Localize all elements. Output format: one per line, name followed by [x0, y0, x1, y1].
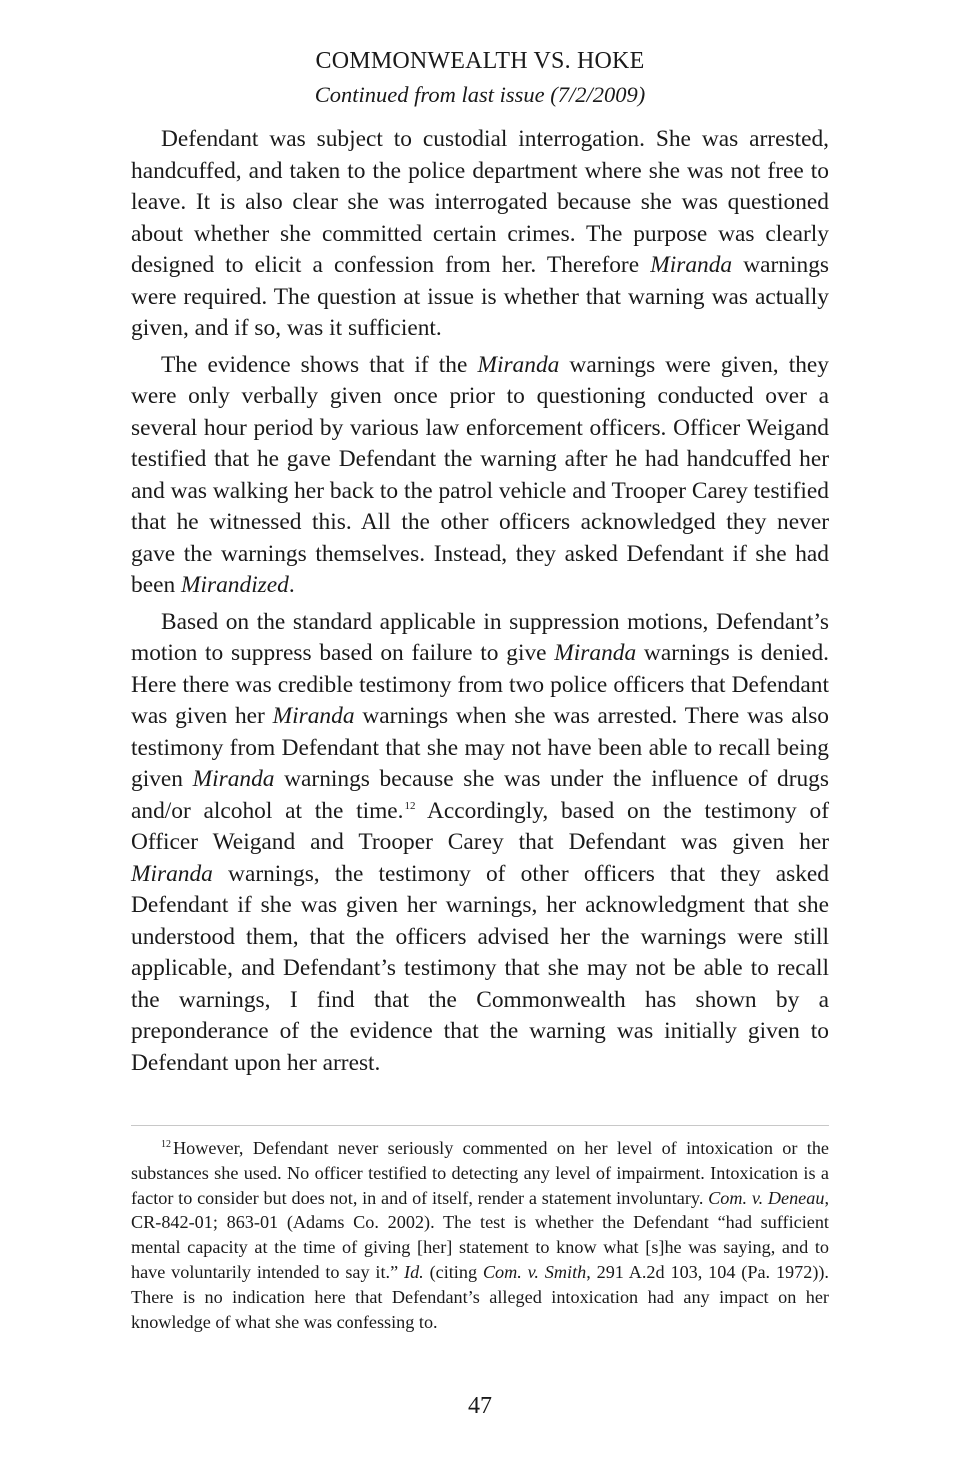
p3-italic-4: Miranda	[131, 860, 213, 887]
p2-text-2: warnings were given, they were only verbally given once prior to questioning conducted over a several hour period by various law enforcement officers. Officer Weigand testified that he gave Defendant the warning after he had handcuffed her and was walking her back to the patrol vehicle and Trooper Carey testified that he witnessed this. All the other officers acknowledged they never gave the warnings themselves. Instead, they asked Defendant if she had been	[131, 351, 829, 598]
fn-italic-1: Com. v. Deneau	[708, 1187, 825, 1208]
p1-italic-1: Miranda	[650, 252, 733, 278]
paragraph-1	[131, 124, 829, 345]
running-header-title: COMMONWEALTH VS. HOKE	[315, 48, 645, 74]
p3-italic-1: Miranda	[554, 640, 637, 666]
p3-text-2: warnings is denied. Here there was credible testimony from two police officers that Defendant was given her	[131, 640, 830, 729]
fn-italic-2: Id.	[404, 1261, 424, 1282]
p2-italic-1: Miranda	[477, 351, 560, 378]
p2-text-3: .	[288, 572, 295, 598]
p3-text-1: Based on the standard applicable in suppression motions, Defendant’s motion to suppress based on failure to give	[131, 608, 829, 666]
p3-text-6: warnings, the testimony of other officers that they asked Defendant if she was given her warnings, her acknowledgment that she understood them, that the officers advised her the warnings were still applicable, and Defendant’s testimony that she may not be able to recall the warnings, I find that the Commonwealth has shown by a preponderance of the evidence that the warning was initially given to Defendant upon her arrest.	[131, 860, 829, 1076]
p3-text-5: Accordingly, based on the testimony of Officer Weigand and Trooper Carey that Defendant was given her	[131, 797, 829, 855]
p3-italic-3: Miranda	[192, 766, 275, 792]
body-text	[131, 124, 829, 1084]
p3-italic-2: Miranda	[272, 703, 355, 729]
paragraph-3	[131, 607, 829, 1080]
p2-italic-2: Mirandized	[181, 572, 289, 598]
fn-italic-3: Com. v. Smith	[482, 1261, 587, 1282]
fn-text-3: (citing	[423, 1261, 483, 1282]
p1-text-1: Defendant was subject to custodial interrogation. She was arrested, handcuffed, and taken to the police department where she was not free to leave. It is also clear she was interrogated because she was questioned about whether she committed certain crimes. The purpose was clearly designed to elicit a confession from her. Therefore	[131, 126, 829, 278]
fn-text-4: , 291 A.2d 103, 104 (Pa. 1972)). There is no indication here that Defendant’s alleged intoxication had any impact on her knowledge of what she was confessing to.	[131, 1261, 829, 1332]
paragraph-2	[131, 350, 829, 602]
p2-text-1: The evidence shows that if the	[161, 351, 478, 378]
fn-text-2: , CR-842-01; 863-01 (Adams Co. 2002). The test is whether the Defendant “had sufficient mental capacity at the time of giving [her] statement to know what [s]he was saying, and to have voluntarily intended to say it.”	[131, 1187, 829, 1282]
p3-text-4: warnings because she was under the influence of drugs and/or alcohol at the time.	[131, 766, 829, 824]
p1-text-2: warnings were required. The question at issue is whether that warning was actually given, and if so, was it sufficient.	[131, 252, 829, 341]
footnote-reference[interactable]: 12	[404, 799, 416, 812]
page-number: 47	[468, 1393, 492, 1419]
footnote-divider	[131, 1125, 829, 1126]
fn-text-1: However, Defendant never seriously commented on her level of intoxication or the substances she used. No officer testified to detecting any level of impairment. Intoxication is a factor to consider but does not, in and of itself, render a statement involuntary.	[131, 1138, 829, 1208]
running-header-subtitle: Continued from last issue (7/2/2009)	[314, 82, 646, 107]
footnote-number: 12	[161, 1139, 171, 1150]
footnote-12	[131, 1136, 829, 1334]
p3-text-3: warnings when she was arrested. There was also testimony from Defendant that she may not have been able to recall being given	[131, 703, 829, 792]
